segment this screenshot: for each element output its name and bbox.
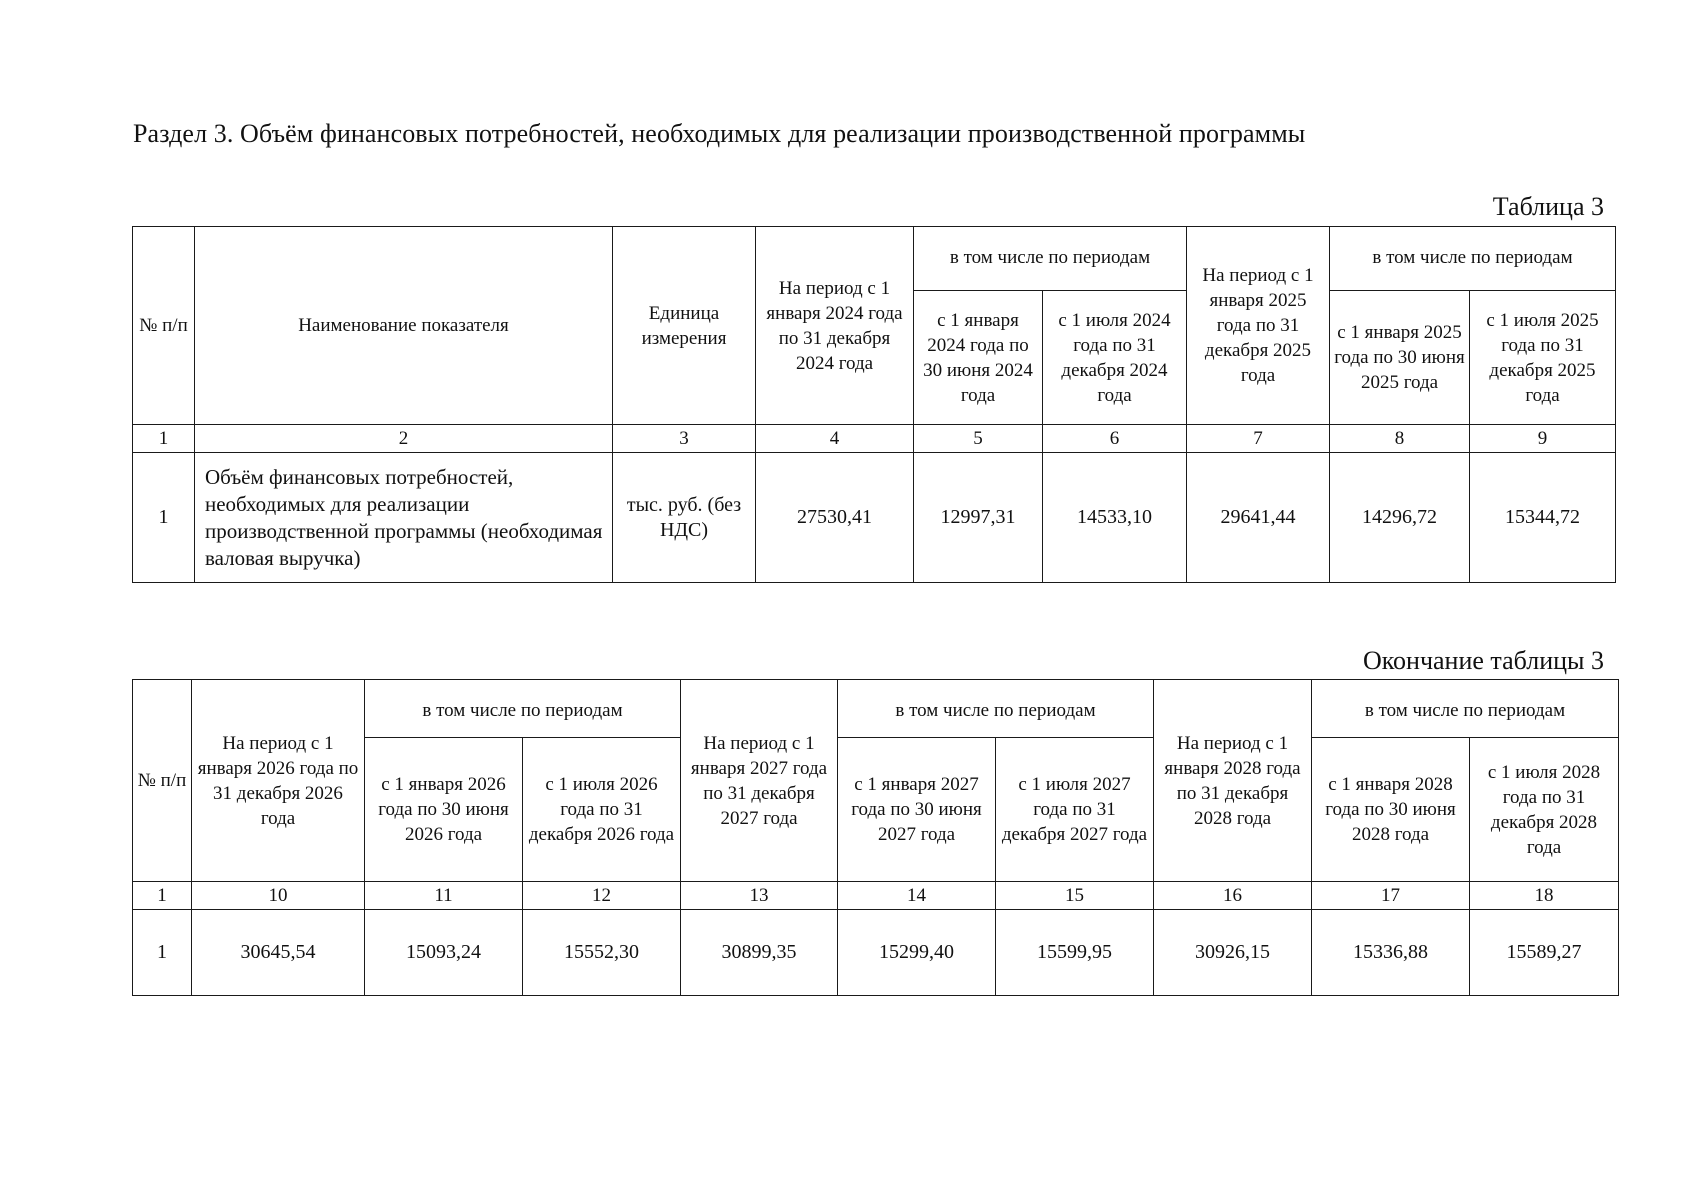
financial-needs-table xyxy=(132,226,1616,583)
table-caption: Таблица 3 xyxy=(1492,192,1604,221)
header-unit: Единица измерения xyxy=(613,227,756,425)
header-period-2028: На период с 1 января 2028 года по 31 декабря 2028 года xyxy=(1154,680,1312,882)
value-cell: 15552,30 xyxy=(523,910,681,996)
column-number: 6 xyxy=(1043,425,1187,453)
header-including-2026: в том числе по периодам xyxy=(365,680,681,738)
header-period-2027: На период с 1 января 2027 года по 31 декабря 2027 года xyxy=(681,680,838,882)
value-cell: 15093,24 xyxy=(365,910,523,996)
column-number: 9 xyxy=(1470,425,1616,453)
table-row xyxy=(133,453,1616,583)
value-cell: 29641,44 xyxy=(1187,453,1330,583)
header-h1-2028: с 1 января 2028 года по 30 июня 2028 года xyxy=(1312,738,1470,882)
value-cell: 30926,15 xyxy=(1154,910,1312,996)
value-cell: 12997,31 xyxy=(914,453,1043,583)
value-cell: 15336,88 xyxy=(1312,910,1470,996)
header-h2-2026: с 1 июля 2026 года по 31 декабря 2026 года xyxy=(523,738,681,882)
header-h2-2024: с 1 июля 2024 года по 31 декабря 2024 года xyxy=(1043,291,1187,425)
value-cell: 14296,72 xyxy=(1330,453,1470,583)
header-h1-2025: с 1 января 2025 года по 30 июня 2025 года xyxy=(1330,291,1470,425)
column-number: 1 xyxy=(133,882,192,910)
header-period-2024: На период с 1 января 2024 года по 31 декабря 2024 года xyxy=(756,227,914,425)
column-number: 15 xyxy=(996,882,1154,910)
column-number: 5 xyxy=(914,425,1043,453)
column-number: 16 xyxy=(1154,882,1312,910)
value-cell: 15589,27 xyxy=(1470,910,1619,996)
section-title: Раздел 3. Объём финансовых потребностей, необходимых для реализации производственной программы xyxy=(133,119,1306,148)
header-h1-2026: с 1 января 2026 года по 30 июня 2026 года xyxy=(365,738,523,882)
header-including-2027: в том числе по периодам xyxy=(838,680,1154,738)
header-including-2028: в том числе по периодам xyxy=(1312,680,1619,738)
header-no: № п/п xyxy=(133,680,192,882)
table-caption-continuation: Окончание таблицы 3 xyxy=(1362,646,1604,675)
header-period-2026: На период с 1 января 2026 года по 31 декабря 2026 года xyxy=(192,680,365,882)
column-number: 7 xyxy=(1187,425,1330,453)
indicator-name: Объём финансовых потребностей, необходимых для реализации производственной программы (необходимая валовая выручка) xyxy=(195,453,613,583)
financial-needs-table-continuation xyxy=(132,679,1619,996)
value-cell: 30645,54 xyxy=(192,910,365,996)
header-h2-2025: с 1 июля 2025 года по 31 декабря 2025 года xyxy=(1470,291,1616,425)
column-number: 12 xyxy=(523,882,681,910)
column-number: 2 xyxy=(195,425,613,453)
unit-cell: тыс. руб. (без НДС) xyxy=(613,453,756,583)
row-number: 1 xyxy=(133,910,192,996)
value-cell: 27530,41 xyxy=(756,453,914,583)
column-number: 3 xyxy=(613,425,756,453)
column-number: 14 xyxy=(838,882,996,910)
header-h2-2027: с 1 июля 2027 года по 31 декабря 2027 года xyxy=(996,738,1154,882)
header-h1-2024: с 1 января 2024 года по 30 июня 2024 года xyxy=(914,291,1043,425)
header-h2-2028: с 1 июля 2028 года по 31 декабря 2028 года xyxy=(1470,738,1619,882)
column-number: 4 xyxy=(756,425,914,453)
column-number: 13 xyxy=(681,882,838,910)
column-number: 17 xyxy=(1312,882,1470,910)
value-cell: 15299,40 xyxy=(838,910,996,996)
column-number: 18 xyxy=(1470,882,1619,910)
value-cell: 14533,10 xyxy=(1043,453,1187,583)
header-no: № п/п xyxy=(133,227,195,425)
column-number: 1 xyxy=(133,425,195,453)
value-cell: 15599,95 xyxy=(996,910,1154,996)
column-number: 11 xyxy=(365,882,523,910)
column-number: 10 xyxy=(192,882,365,910)
table-row xyxy=(133,910,1619,996)
header-including-2024: в том числе по периодам xyxy=(914,227,1187,291)
value-cell: 30899,35 xyxy=(681,910,838,996)
header-including-2025: в том числе по периодам xyxy=(1330,227,1616,291)
value-cell: 15344,72 xyxy=(1470,453,1616,583)
column-number: 8 xyxy=(1330,425,1470,453)
row-number: 1 xyxy=(133,453,195,583)
header-name: Наименование показателя xyxy=(195,227,613,425)
header-period-2025: На период с 1 января 2025 года по 31 декабря 2025 года xyxy=(1187,227,1330,425)
header-h1-2027: с 1 января 2027 года по 30 июня 2027 года xyxy=(838,738,996,882)
